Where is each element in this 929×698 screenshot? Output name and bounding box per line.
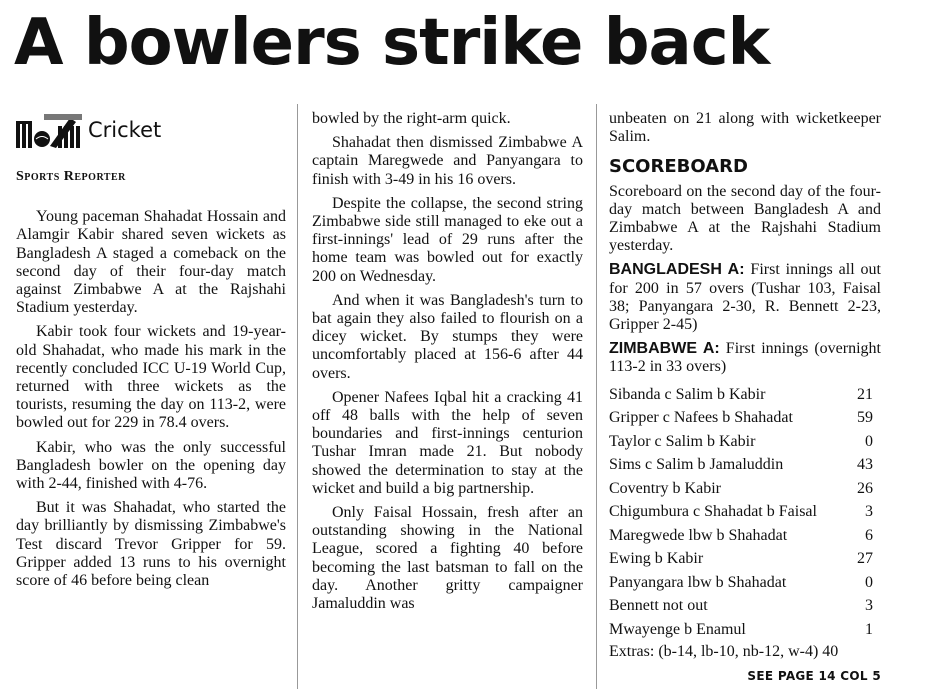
batsman-row: [609, 547, 881, 571]
cricket-icon: [16, 112, 84, 148]
innings-text: First innings (overnight 113-2 in 33 overs): [609, 340, 882, 376]
continuation-note: SEE PAGE 14 COL 5: [747, 669, 881, 684]
paragraph: And when it was Bangladesh's turn to bat again they also failed to flourish on a dicey wicket. By stumps they were uncomfortably placed at 156-6 after 44 overs.: [312, 291, 583, 382]
batsman-row: [609, 477, 881, 501]
batsman-runs: 0: [865, 432, 873, 450]
batsman-runs: 3: [865, 597, 873, 615]
innings-text: First innings all out for 200 in 57 overs (Tushar 103, Faisal 38; Panyangara 2-30, R. Bennett 2-23, Gripper 2-45): [609, 261, 882, 334]
column-rule: [297, 104, 298, 689]
paragraph: Shahadat then dismissed Zimbabwe A captain Maregwede and Panyangara to finish with 3-49 in his 16 overs.: [312, 134, 583, 188]
batsman-runs: 1: [865, 620, 873, 638]
batsman-row: [609, 430, 881, 454]
team-name: ZIMBABWE A:: [609, 340, 720, 358]
batsman-runs: 26: [857, 479, 873, 497]
innings-summary-zimbabwe: [609, 340, 881, 376]
innings-summary-bangladesh: [609, 261, 881, 334]
batsman-dismissal: Chigumbura c Shahadat b Faisal: [609, 503, 817, 521]
section-label: Cricket: [88, 117, 162, 142]
scoreboard-heading: SCOREBOARD: [609, 156, 748, 178]
batsman-row: [609, 453, 881, 477]
batsman-dismissal: Coventry b Kabir: [609, 479, 721, 497]
batsman-dismissal: Bennett not out: [609, 597, 708, 615]
batsman-row: [609, 571, 881, 595]
headline: A bowlers strike back: [14, 6, 770, 80]
article-column-2: [312, 110, 583, 619]
byline: Sports Reporter: [16, 169, 126, 184]
paragraph: But it was Shahadat, who started the day brilliantly by dismissing Zimbabwe's Test discard Trevor Gripper for 59. Gripper added 13 runs to his overnight score of 46 before being clean: [16, 499, 286, 590]
batsman-dismissal: Taylor c Salim b Kabir: [609, 432, 756, 450]
batsman-dismissal: Maregwede lbw b Shahadat: [609, 526, 788, 544]
extras-line: Extras: (b-14, lb-10, nb-12, w-4) 40: [609, 643, 839, 661]
paragraph: bowled by the right-arm quick.: [312, 110, 511, 127]
batsman-runs: 43: [857, 456, 873, 474]
paragraph: Kabir took four wickets and 19-year-old Shahadat, who made his mark in the recently concluded ICC U-19 World Cup, returned with three wickets as the tourists, resuming the day on 113-2, were bowled out for 229 in 78.4 overs.: [16, 323, 286, 432]
batsman-dismissal: Gripper c Nafees b Shahadat: [609, 409, 793, 427]
paragraph: Despite the collapse, the second string Zimbabwe side still managed to eke out a first-innings' lead of 29 runs after the home team was bowled out for exactly 200 on Wednesday.: [312, 194, 583, 285]
batsman-runs: 59: [857, 409, 873, 427]
section-kicker: [16, 108, 286, 152]
batsman-dismissal: Mwayenge b Enamul: [609, 620, 746, 638]
batsman-runs: 6: [865, 526, 873, 544]
paragraph: Young paceman Shahadat Hossain and Alamgir Kabir shared seven wickets as Bangladesh A staged a comeback on the second day of their four-day match against Zimbabwe A at the Rajshahi Stadium yesterday.: [16, 208, 286, 317]
batsman-row: [609, 524, 881, 548]
batsman-dismissal: Panyangara lbw b Shahadat: [609, 573, 787, 591]
article-column-1: [16, 108, 286, 596]
batting-scorecard: [609, 383, 881, 642]
batsman-row: [609, 618, 881, 642]
batsman-runs: 21: [857, 385, 873, 403]
article-column-3: [609, 110, 881, 685]
scoreboard-intro: Scoreboard on the second day of the four-day match between Bangladesh A and Zimbabwe A at the Rajshahi Stadium yesterday.: [609, 182, 881, 255]
batsman-runs: 3: [865, 503, 873, 521]
paragraph: Kabir, who was the only successful Bangladesh bowler on the opening day with 2-44, finished with 4-76.: [16, 438, 286, 493]
paragraph: Opener Nafees Iqbal hit a cracking 41 off 48 balls with the help of seven boundaries and first-innings centurion Tushar Imran made 21. But nobody showed the determination to stay at the wicket and build a big partnership.: [312, 388, 583, 497]
batsman-dismissal: Ewing b Kabir: [609, 550, 704, 568]
batsman-row: [609, 500, 881, 524]
batsman-runs: 27: [857, 550, 873, 568]
team-name: BANGLADESH A:: [609, 261, 745, 279]
batsman-row: [609, 406, 881, 430]
batsman-dismissal: Sibanda c Salim b Kabir: [609, 385, 766, 403]
batsman-row: [609, 383, 881, 407]
batsman-runs: 0: [865, 573, 873, 591]
batsman-dismissal: Sims c Salim b Jamaluddin: [609, 456, 784, 474]
batsman-row: [609, 594, 881, 618]
column-rule: [596, 104, 597, 689]
paragraph: unbeaten on 21 along with wicketkeeper Salim.: [609, 110, 881, 146]
paragraph: Only Faisal Hossain, fresh after an outstanding showing in the National League, scored a fighting 40 before becoming the last batsman to fall on the day. Another gritty campaigner Jamaluddin was: [312, 504, 583, 613]
